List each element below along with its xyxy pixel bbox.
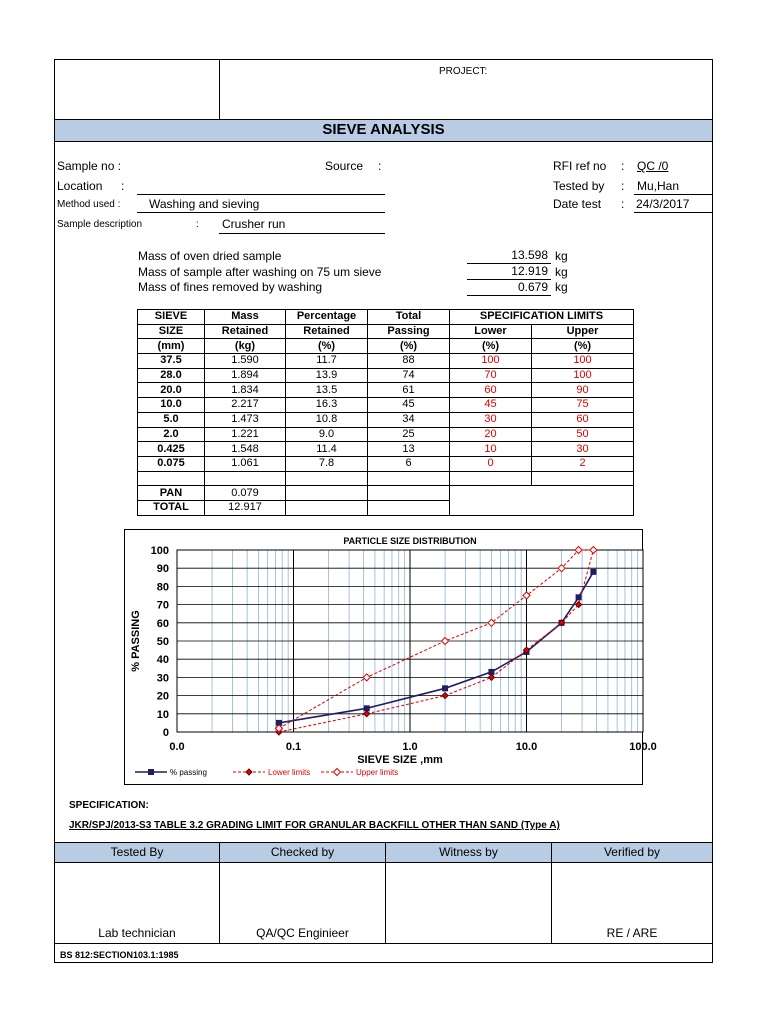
mass-washed-value: 12.919 (511, 264, 548, 278)
rfi-colon: : (621, 159, 625, 173)
description-label: Sample description (57, 219, 143, 230)
x-tick-label: 1.0 (402, 741, 418, 753)
spec-label: SPECIFICATION: (69, 800, 149, 811)
col-spec-header: SPECIFICATION LIMITS (450, 310, 634, 325)
col-pct-h3: (%) (286, 339, 368, 354)
method-line (137, 212, 385, 213)
mass-retained-cell: 1.221 (205, 427, 286, 442)
series-point (591, 569, 596, 574)
y-tick-label: 70 (156, 599, 169, 612)
signoff-verified-header: Verified by (603, 845, 661, 859)
table-row-blank (138, 471, 634, 486)
sample-no-label: Sample no : (57, 159, 122, 173)
method-value: Washing and sieving (149, 197, 260, 211)
y-tick-label: 30 (156, 672, 169, 685)
table-row (138, 368, 634, 383)
date-label: Date test (553, 197, 602, 211)
tested-by-value: Mu,Han (637, 179, 680, 193)
mass-fines-label: Mass of fines removed by washing (138, 280, 323, 294)
source-label: Source (325, 159, 364, 173)
chart-container (124, 529, 657, 785)
total-label: TOTAL (138, 500, 205, 515)
legend-label: Upper limits (356, 768, 399, 777)
mass-washed-label: Mass of sample after washing on 75 um sieve (138, 265, 382, 279)
lower-limit-cell: 100 (450, 354, 532, 369)
sieve-size-cell: 20.0 (138, 383, 205, 398)
y-tick-label: 10 (156, 708, 169, 721)
upper-limit-cell: 100 (532, 354, 634, 369)
mass-retained-cell: 1.061 (205, 456, 286, 471)
col-pct-h2: Retained (286, 324, 368, 339)
table-row-pan (138, 486, 634, 501)
table-row (138, 354, 634, 369)
header-divider (219, 59, 220, 119)
upper-limit-cell: 30 (532, 442, 634, 457)
col-sieve-h3: (mm) (138, 339, 205, 354)
spec-text: JKR/SPJ/2013-S3 TABLE 3.2 GRADING LIMIT FOR GRANULAR BACKFILL OTHER THAN SAND (Type A) (69, 820, 560, 831)
percent-retained-cell: 11.4 (286, 442, 368, 457)
col-total-h3: (%) (368, 339, 450, 354)
series-point (334, 769, 341, 776)
series-point (364, 706, 369, 711)
col-mass-h2: Retained (205, 324, 286, 339)
blank-cell (205, 471, 286, 486)
date-colon: : (621, 197, 625, 211)
y-tick-label: 90 (156, 563, 169, 576)
blank-cell (368, 471, 450, 486)
total-passing-cell: 61 (368, 383, 450, 398)
mass-retained-cell: 1.590 (205, 354, 286, 369)
sieve-size-cell: 0.075 (138, 456, 205, 471)
sieve-table (137, 309, 634, 516)
col-mass-h3: (kg) (205, 339, 286, 354)
mass-oven-label: Mass of oven dried sample (138, 249, 282, 263)
description-colon: : (196, 219, 199, 230)
location-colon: : (121, 179, 125, 193)
total-passing-cell: 13 (368, 442, 450, 457)
mass-retained-cell: 1.834 (205, 383, 286, 398)
percent-retained-cell: 13.9 (286, 368, 368, 383)
blank-cell (286, 471, 368, 486)
legend-label: % passing (170, 768, 207, 777)
table-row (138, 383, 634, 398)
y-tick-label: 80 (156, 581, 169, 594)
total-passing-cell: 74 (368, 368, 450, 383)
signoff-checked-name: QA/QC Enginieer (256, 926, 349, 940)
signoff-checked-header: Checked by (270, 845, 335, 859)
pan-value: 0.079 (205, 486, 286, 501)
footer-standard: BS 812:SECTION103.1:1985 (60, 950, 179, 960)
pan-empty (286, 486, 368, 501)
x-tick-label: 0.0 (169, 741, 185, 753)
description-line (219, 233, 385, 234)
source-colon: : (378, 159, 382, 173)
series-point (576, 595, 581, 600)
series-point (489, 669, 494, 674)
y-tick-label: 100 (150, 545, 169, 557)
percent-retained-cell: 11.7 (286, 354, 368, 369)
total-passing-cell: 88 (368, 354, 450, 369)
col-upper-h2: (%) (532, 339, 634, 354)
lower-limit-cell: 30 (450, 412, 532, 427)
blank-cell (138, 471, 205, 486)
signoff-tested-header: Tested By (110, 845, 164, 859)
mass-retained-cell: 1.894 (205, 368, 286, 383)
upper-limit-cell: 60 (532, 412, 634, 427)
rfi-value: QC /0 (637, 159, 669, 173)
table-row (138, 412, 634, 427)
percent-retained-cell: 13.5 (286, 383, 368, 398)
table-row (138, 398, 634, 413)
signoff-divider-2 (385, 842, 386, 943)
y-tick-label: 0 (162, 727, 169, 739)
sieve-size-cell: 2.0 (138, 427, 205, 442)
upper-limit-cell: 100 (532, 368, 634, 383)
footer-divider (54, 943, 713, 944)
sieve-size-cell: 0.425 (138, 442, 205, 457)
x-tick-label: 10.0 (515, 741, 538, 753)
signoff-verified-name: RE / ARE (606, 926, 658, 940)
total-empty (368, 500, 450, 515)
sieve-size-cell: 5.0 (138, 412, 205, 427)
y-axis-label: % PASSING (130, 610, 142, 672)
x-axis-label: SIEVE SIZE ,mm (357, 754, 443, 766)
col-lower-h1: Lower (450, 324, 532, 339)
total-passing-cell: 6 (368, 456, 450, 471)
mass-oven-unit: kg (555, 249, 568, 263)
lower-limit-cell: 60 (450, 383, 532, 398)
date-line (634, 212, 713, 213)
signoff-witness-header: Witness by (439, 845, 498, 859)
lower-limit-cell: 0 (450, 456, 532, 471)
method-label: Method used : (57, 199, 121, 210)
mass-oven-value: 13.598 (511, 248, 548, 262)
y-tick-label: 40 (156, 654, 169, 667)
total-empty (450, 500, 634, 515)
total-value: 12.917 (205, 500, 286, 515)
mass-washed-unit: kg (555, 265, 568, 279)
total-empty (286, 500, 368, 515)
series-point (149, 770, 154, 775)
date-value: 24/3/2017 (636, 197, 690, 211)
blank-cell (532, 471, 634, 486)
x-tick-label: 100.0 (629, 741, 657, 753)
col-upper-h1: Upper (532, 324, 634, 339)
percent-retained-cell: 7.8 (286, 456, 368, 471)
percent-retained-cell: 10.8 (286, 412, 368, 427)
sieve-size-cell: 28.0 (138, 368, 205, 383)
particle-size-chart (125, 530, 657, 784)
total-passing-cell: 34 (368, 412, 450, 427)
lower-limit-cell: 10 (450, 442, 532, 457)
rfi-label: RFI ref no (553, 159, 607, 173)
col-mass-h1: Mass (205, 310, 286, 325)
total-passing-cell: 25 (368, 427, 450, 442)
upper-limit-cell: 90 (532, 383, 634, 398)
lower-limit-cell: 70 (450, 368, 532, 383)
description-value: Crusher run (222, 217, 286, 231)
blank-cell (450, 471, 532, 486)
y-tick-label: 60 (156, 617, 169, 630)
mass-retained-cell: 1.548 (205, 442, 286, 457)
series-point (246, 769, 252, 775)
pan-empty (450, 486, 634, 501)
mass-fines-line (467, 295, 551, 296)
upper-limit-cell: 50 (532, 427, 634, 442)
upper-limit-cell: 2 (532, 456, 634, 471)
table-row (138, 427, 634, 442)
location-line (137, 194, 385, 195)
col-total-h1: Total (368, 310, 450, 325)
tested-by-label: Tested by (553, 179, 605, 193)
mass-retained-cell: 2.217 (205, 398, 286, 413)
page-title: SIEVE ANALYSIS (322, 121, 445, 138)
lower-limit-cell: 20 (450, 427, 532, 442)
col-lower-h2: (%) (450, 339, 532, 354)
mass-retained-cell: 1.473 (205, 412, 286, 427)
mass-fines-unit: kg (555, 280, 568, 294)
table-row (138, 442, 634, 457)
legend-label: Lower limits (268, 768, 311, 777)
percent-retained-cell: 9.0 (286, 427, 368, 442)
y-tick-label: 50 (156, 636, 169, 648)
pan-label: PAN (138, 486, 205, 501)
chart-title: PARTICLE SIZE DISTRIBUTION (343, 536, 477, 546)
sieve-size-cell: 37.5 (138, 354, 205, 369)
y-tick-label: 20 (156, 690, 169, 703)
col-sieve-h1: SIEVE (138, 310, 205, 325)
lower-limit-cell: 45 (450, 398, 532, 413)
col-pct-h1: Percentage (286, 310, 368, 325)
tested-by-colon: : (621, 179, 625, 193)
upper-limit-cell: 75 (532, 398, 634, 413)
sieve-size-cell: 10.0 (138, 398, 205, 413)
table-row-total (138, 500, 634, 515)
project-label: PROJECT: (439, 66, 488, 77)
col-sieve-h2: SIZE (138, 324, 205, 339)
percent-retained-cell: 16.3 (286, 398, 368, 413)
series-point (443, 686, 448, 691)
col-total-h2: Passing (368, 324, 450, 339)
tested-by-line (634, 194, 713, 195)
location-label: Location (57, 179, 103, 193)
total-passing-cell: 45 (368, 398, 450, 413)
signoff-tested-name: Lab technician (98, 926, 176, 940)
x-tick-label: 0.1 (285, 741, 302, 753)
pan-empty (368, 486, 450, 501)
table-row (138, 456, 634, 471)
mass-fines-value: 0.679 (517, 280, 548, 294)
